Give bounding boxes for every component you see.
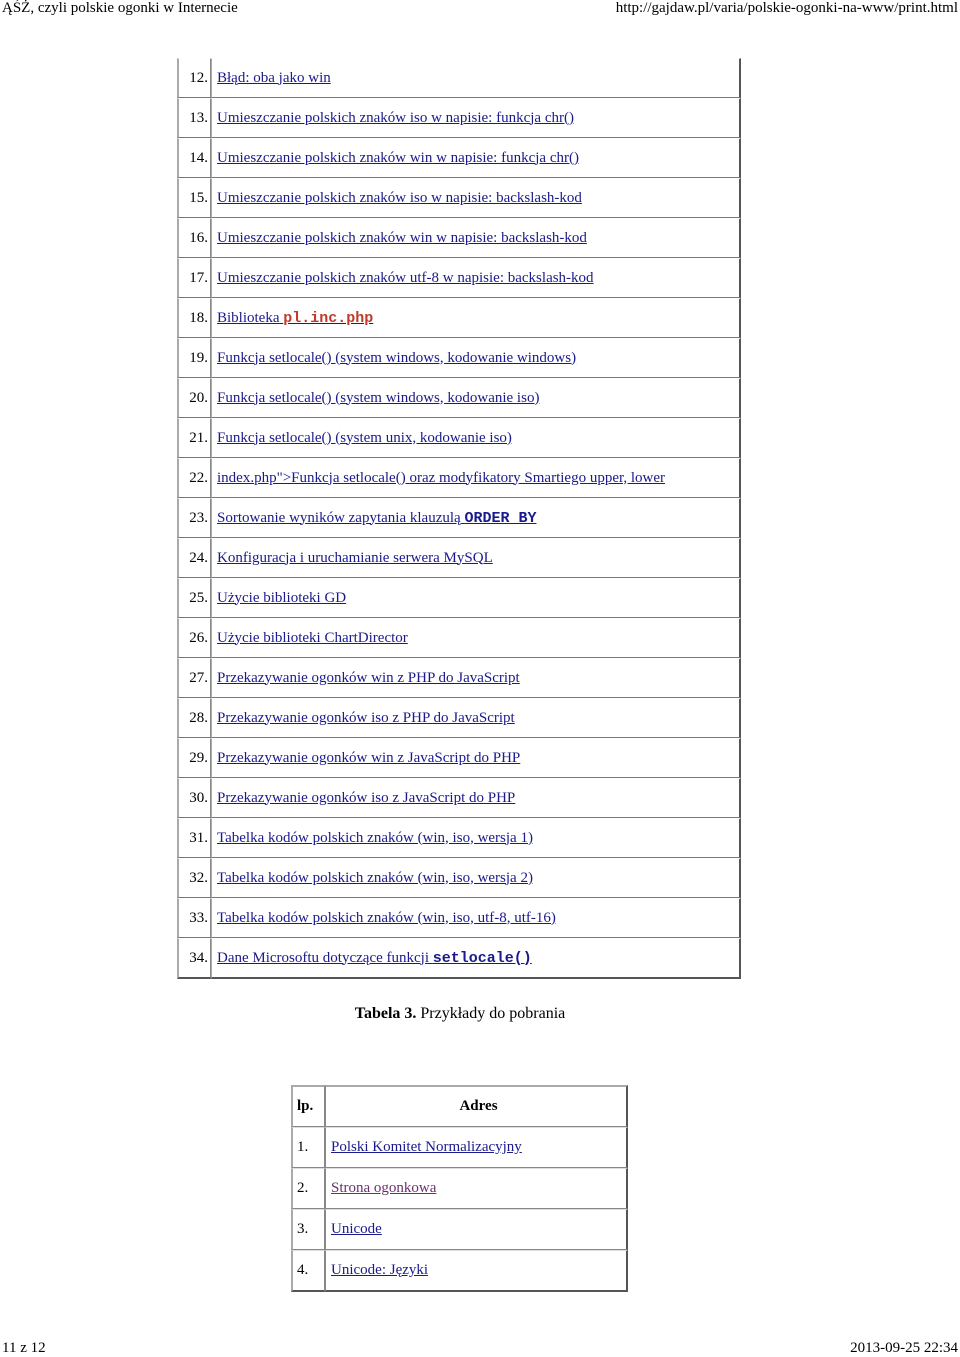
table-row	[177, 458, 741, 498]
row-number: 26.	[177, 618, 211, 658]
table-row	[177, 858, 741, 898]
row-number: 28.	[177, 698, 211, 738]
row-link[interactable]: Przekazywanie ogonków win z PHP do JavaScript	[217, 669, 520, 686]
row-number: 14.	[177, 138, 211, 178]
row-number: 1.	[291, 1127, 325, 1168]
row-link[interactable]: Strona ogonkowa	[331, 1180, 437, 1196]
row-link[interactable]: Tabelka kodów polskich znaków (win, iso, wersja 2)	[217, 869, 533, 886]
row-number: 31.	[177, 818, 211, 858]
row-number: 25.	[177, 578, 211, 618]
row-link[interactable]: php">Funkcja setlocale() oraz modyfikatory Smartiego upper, lower	[254, 469, 666, 486]
row-number: 30.	[177, 778, 211, 818]
table-row	[177, 218, 741, 258]
table-row	[177, 578, 741, 618]
table-row	[177, 818, 741, 858]
column-header-lp: lp.	[291, 1085, 325, 1127]
row-number: 18.	[177, 298, 211, 338]
table-row	[177, 898, 741, 938]
table-row	[177, 618, 741, 658]
table-row	[291, 1209, 628, 1250]
table-row	[177, 938, 741, 979]
links-table	[177, 58, 741, 979]
table-row	[177, 738, 741, 778]
row-link[interactable]: Przekazywanie ogonków iso z PHP do JavaScript	[217, 709, 515, 726]
page-counter: 11 z 12	[2, 1340, 46, 1356]
table-row	[177, 338, 741, 378]
table-row	[177, 378, 741, 418]
row-link[interactable]	[217, 950, 532, 966]
table-row	[177, 138, 741, 178]
function-name: setlocale()	[432, 949, 532, 967]
page-url: http://gajdaw.pl/varia/polskie-ogonki-na-www/print.html	[615, 0, 958, 16]
row-link[interactable]: Funkcja setlocale() (system windows, kodowanie windows)	[217, 349, 577, 366]
caption-text: Przykłady do pobrania	[416, 1005, 566, 1022]
row-link[interactable]: Unicode: Języki	[331, 1262, 429, 1278]
library-filename: pl.inc.php	[283, 309, 374, 327]
row-link[interactable]: Konfiguracja i uruchamianie serwera MySQL	[217, 549, 493, 566]
row-number: 33.	[177, 898, 211, 938]
table-row	[177, 178, 741, 218]
row-link[interactable]: Tabelka kodów polskich znaków (win, iso, wersja 1)	[217, 829, 533, 846]
row-link-text: Sortowanie wyników zapytania klauzulą	[217, 509, 465, 526]
table-caption	[0, 1005, 920, 1023]
row-number: 27.	[177, 658, 211, 698]
row-link[interactable]: Tabelka kodów polskich znaków (win, iso, utf-8, utf-16)	[217, 909, 556, 926]
row-link[interactable]: Polski Komitet Normalizacyjny	[331, 1139, 522, 1155]
row-link[interactable]: Użycie biblioteki GD	[217, 589, 347, 606]
row-link[interactable]	[217, 510, 536, 526]
row-link[interactable]	[217, 310, 373, 326]
table-row	[177, 98, 741, 138]
row-link[interactable]: Przekazywanie ogonków iso z JavaScript do PHP	[217, 789, 516, 806]
row-link[interactable]: Umieszczanie polskich znaków win w napisie: funkcja chr()	[217, 149, 579, 166]
row-link[interactable]: Umieszczanie polskich znaków win w napisie: backslash-kod	[217, 229, 587, 246]
row-number: 17.	[177, 258, 211, 298]
table-row	[291, 1250, 628, 1292]
table-row	[177, 698, 741, 738]
row-link[interactable]: Błąd: oba jako win	[217, 69, 331, 86]
row-link[interactable]: Unicode	[331, 1221, 382, 1237]
row-link[interactable]: Przekazywanie ogonków win z JavaScript do PHP	[217, 749, 521, 766]
table-row	[177, 258, 741, 298]
row-link-text: Dane Microsoftu dotyczące funkcji	[217, 949, 433, 966]
row-number: 15.	[177, 178, 211, 218]
row-number: 16.	[177, 218, 211, 258]
row-link-text: Biblioteka	[217, 309, 284, 326]
row-link[interactable]: Użycie biblioteki ChartDirector	[217, 629, 408, 646]
row-number: 4.	[291, 1250, 325, 1292]
row-number: 19.	[177, 338, 211, 378]
row-link[interactable]: Umieszczanie polskich znaków utf-8 w napisie: backslash-kod	[217, 269, 594, 286]
downloads-table	[291, 1085, 628, 1292]
table-row	[177, 298, 741, 338]
row-link[interactable]: Umieszczanie polskich znaków iso w napisie: backslash-kod	[217, 189, 582, 206]
row-link[interactable]: Umieszczanie polskich znaków iso w napisie: funkcja chr()	[217, 109, 574, 126]
sql-keyword: ORDER BY	[464, 509, 537, 527]
row-number: 24.	[177, 538, 211, 578]
table-row	[291, 1168, 628, 1209]
table-header-row	[291, 1085, 628, 1127]
print-datetime: 2013-09-25 22:34	[850, 1340, 958, 1356]
row-number: 22.	[177, 458, 211, 498]
row-number: 29.	[177, 738, 211, 778]
row-number: 20.	[177, 378, 211, 418]
row-link-index[interactable]: index.	[217, 469, 255, 486]
row-number: 2.	[291, 1168, 325, 1209]
table-row	[177, 418, 741, 458]
column-header-adres: Adres	[325, 1085, 628, 1127]
table-row	[177, 58, 741, 98]
page-title: ĄŚŻ, czyli polskie ogonki w Internecie	[2, 0, 238, 16]
row-link[interactable]: Funkcja setlocale() (system windows, kodowanie iso)	[217, 389, 540, 406]
row-number: 3.	[291, 1209, 325, 1250]
row-number: 23.	[177, 498, 211, 538]
table-row	[177, 538, 741, 578]
row-link[interactable]: Funkcja setlocale() (system unix, kodowanie iso)	[217, 429, 512, 446]
row-number: 13.	[177, 98, 211, 138]
table-row	[177, 778, 741, 818]
table-row	[291, 1127, 628, 1168]
row-number: 21.	[177, 418, 211, 458]
caption-label: Tabela 3.	[354, 1005, 417, 1022]
table-row	[177, 658, 741, 698]
row-number: 34.	[177, 938, 211, 979]
row-number: 12.	[177, 58, 211, 98]
row-number: 32.	[177, 858, 211, 898]
table-row	[177, 498, 741, 538]
